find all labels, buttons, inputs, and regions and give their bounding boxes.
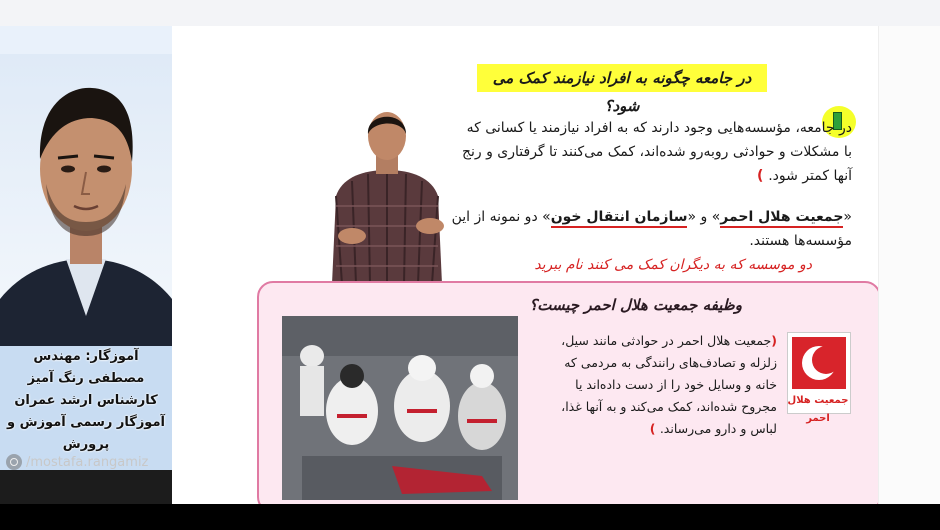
callout-text [552, 330, 777, 460]
quote-mark: » [542, 209, 551, 225]
lesson-slide [172, 26, 878, 504]
paragraph-line-text: دو نمونه از این [451, 209, 543, 225]
callout-line [552, 330, 777, 352]
paragraph-line: مؤسسه‌ها هستند. [749, 233, 852, 249]
org-blood-transfusion: سازمان انتقال خون [551, 209, 688, 228]
callout-line-text: لباس و دارو می‌رساند. [659, 421, 777, 436]
caption-line-role: آموزگار رسمی آموزش و پرورش [7, 415, 165, 452]
window-top-strip [0, 0, 940, 27]
red-paren-mark: ) [649, 421, 660, 436]
handwritten-note: دو موسسه که به دیگران کمک می کنند نام ببرید [534, 257, 812, 273]
presenter-photo [0, 54, 172, 346]
quote-mark: » و « [687, 209, 721, 225]
watermark [6, 452, 148, 472]
red-paren-mark: ) [756, 168, 769, 184]
instagram-icon [6, 454, 22, 470]
logo-label: جمعیت هلال احمر [787, 395, 849, 424]
paragraph-line: در جامعه، مؤسسه‌هایی وجود دارند که به افراد نیازمند یا کسانی که [466, 120, 852, 136]
paragraph-line [472, 164, 852, 188]
callout-line: زلزله و تصادف‌های رانندگی به مردمی که [564, 355, 777, 370]
slide-right-margin [878, 26, 940, 504]
callout-line: مجروح شده‌اند، کمک می‌کند و به آنها غذا، [561, 399, 777, 414]
video-letterbox-bottom [0, 504, 940, 529]
watermark-bar [0, 470, 172, 504]
paragraph-line-text: آنها کمتر شود. [768, 168, 852, 184]
paragraph-2 [451, 204, 852, 254]
paragraph-1 [461, 116, 852, 206]
red-paren-mark: ( [771, 333, 777, 348]
red-crescent-photo [282, 316, 518, 500]
rescue-scene-image [282, 316, 518, 500]
caption-line-name: آموزگار: مهندس مصطفی رنگ آمیز [27, 349, 145, 386]
callout-line [552, 418, 777, 440]
callout-title: وظیفه جمعیت هلال احمر چیست؟ [529, 296, 742, 314]
red-crescent-icon [788, 333, 850, 393]
org-red-crescent: جمعیت هلال احمر [720, 209, 843, 228]
teacher-illustration [312, 106, 462, 284]
teacher-figure [312, 106, 462, 284]
paragraph-line: با مشکلات و حوادثی روبه‌رو شده‌اند، کمک می‌کنند تا گرفتاری و رنج [461, 144, 852, 160]
callout-line-text: جمعیت هلال احمر در حوادثی مانند سیل، [561, 333, 772, 348]
presenter-panel [0, 26, 172, 504]
quote-mark: « [843, 209, 852, 225]
watermark-handle: /mostafa.rangamiz [26, 454, 149, 470]
paragraph-line [451, 204, 852, 230]
lesson-question: در جامعه چگونه به افراد نیازمند کمک می شود؟ [477, 64, 767, 92]
callout-line: خانه و وسایل خود را از دست داده‌اند یا [575, 377, 777, 392]
presenter-portrait-image [0, 54, 172, 346]
caption-line-degree: کارشناس ارشد عمران [14, 393, 158, 408]
